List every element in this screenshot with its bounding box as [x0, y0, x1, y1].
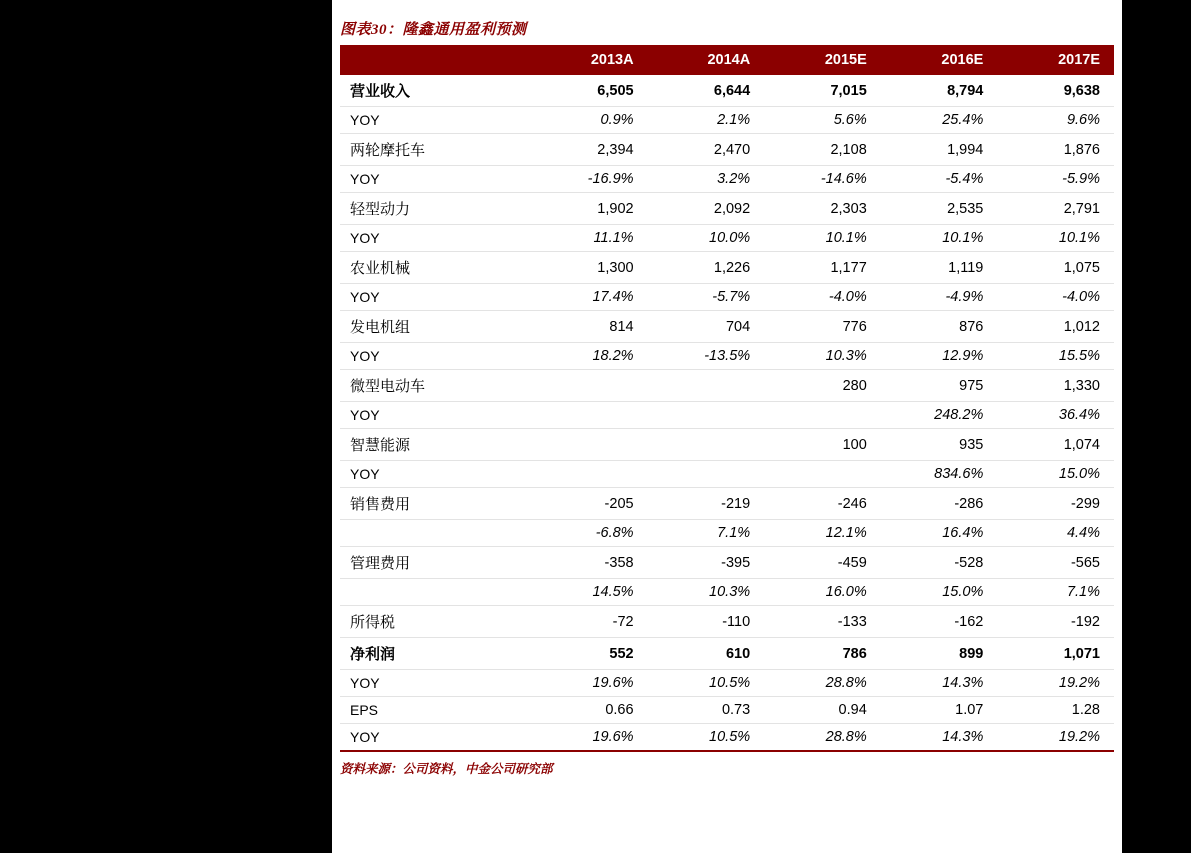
table-row	[340, 697, 1114, 724]
row-value: 1,012	[997, 311, 1114, 343]
column-header-2015e: 2015E	[764, 45, 881, 75]
row-value: -286	[881, 488, 998, 520]
row-value: 14.3%	[881, 670, 998, 697]
earnings-forecast-table	[340, 45, 1114, 752]
row-value: 10.1%	[881, 225, 998, 252]
table-row	[340, 225, 1114, 252]
table-row	[340, 429, 1114, 461]
row-label: 净利润	[340, 638, 531, 670]
row-value: -246	[764, 488, 881, 520]
row-value: 6,644	[648, 75, 765, 107]
table-body	[340, 75, 1114, 751]
row-value: 10.3%	[648, 579, 765, 606]
row-value: 552	[531, 638, 648, 670]
row-value: -219	[648, 488, 765, 520]
row-value: 5.6%	[764, 107, 881, 134]
table-row	[340, 75, 1114, 107]
row-label: YOY	[340, 461, 531, 488]
row-value: 1,330	[997, 370, 1114, 402]
row-value: 1,075	[997, 252, 1114, 284]
table-row	[340, 670, 1114, 697]
row-value: 19.2%	[997, 670, 1114, 697]
row-label: 智慧能源	[340, 429, 531, 461]
row-value: -5.4%	[881, 166, 998, 193]
row-value: 1,876	[997, 134, 1114, 166]
row-value: 2,470	[648, 134, 765, 166]
row-value: -13.5%	[648, 343, 765, 370]
row-label	[340, 579, 531, 606]
row-value: 2,791	[997, 193, 1114, 225]
row-value: 7.1%	[997, 579, 1114, 606]
row-value: 19.6%	[531, 724, 648, 752]
column-header-2017e: 2017E	[997, 45, 1114, 75]
source-note: 资料来源：公司资料，中金公司研究部	[340, 762, 553, 776]
row-value: -133	[764, 606, 881, 638]
row-value: 10.0%	[648, 225, 765, 252]
row-value: 1,300	[531, 252, 648, 284]
table-row	[340, 461, 1114, 488]
row-value: 12.1%	[764, 520, 881, 547]
table-row	[340, 488, 1114, 520]
row-value: 1.07	[881, 697, 998, 724]
row-value	[531, 461, 648, 488]
row-label: 营业收入	[340, 75, 531, 107]
table-row	[340, 134, 1114, 166]
row-value: -14.6%	[764, 166, 881, 193]
table-row	[340, 579, 1114, 606]
table-row	[340, 520, 1114, 547]
table-row	[340, 166, 1114, 193]
row-label: 所得税	[340, 606, 531, 638]
row-value: -205	[531, 488, 648, 520]
table-row	[340, 724, 1114, 752]
row-value: 10.1%	[997, 225, 1114, 252]
row-value: 100	[764, 429, 881, 461]
row-value: 10.5%	[648, 724, 765, 752]
row-value: -192	[997, 606, 1114, 638]
table-row	[340, 370, 1114, 402]
row-value: -4.9%	[881, 284, 998, 311]
row-value: 935	[881, 429, 998, 461]
table-header-row	[340, 45, 1114, 75]
row-value: 786	[764, 638, 881, 670]
row-value: 36.4%	[997, 402, 1114, 429]
row-value: 1,071	[997, 638, 1114, 670]
table-row	[340, 343, 1114, 370]
row-value: 2,303	[764, 193, 881, 225]
row-value: 10.3%	[764, 343, 881, 370]
page-title: 图表30：隆鑫通用盈利预测	[340, 22, 527, 38]
row-value: 6,505	[531, 75, 648, 107]
column-header-label	[340, 45, 531, 75]
row-value: 17.4%	[531, 284, 648, 311]
row-label	[340, 520, 531, 547]
row-value: -16.9%	[531, 166, 648, 193]
column-header-2016e: 2016E	[881, 45, 998, 75]
row-value: 8,794	[881, 75, 998, 107]
row-value: 2,108	[764, 134, 881, 166]
row-value: 14.5%	[531, 579, 648, 606]
row-value: 9,638	[997, 75, 1114, 107]
row-value: 16.0%	[764, 579, 881, 606]
row-value	[764, 402, 881, 429]
row-value: 1.28	[997, 697, 1114, 724]
row-value: 1,226	[648, 252, 765, 284]
row-value: 1,994	[881, 134, 998, 166]
row-value	[648, 429, 765, 461]
table-header	[340, 45, 1114, 75]
row-value: 1,902	[531, 193, 648, 225]
row-value: -5.7%	[648, 284, 765, 311]
row-label: 管理费用	[340, 547, 531, 579]
row-value: 19.2%	[997, 724, 1114, 752]
row-value: 0.66	[531, 697, 648, 724]
row-value: 4.4%	[997, 520, 1114, 547]
row-value: -395	[648, 547, 765, 579]
row-label: 农业机械	[340, 252, 531, 284]
row-value: 280	[764, 370, 881, 402]
row-label: YOY	[340, 724, 531, 752]
row-value: -528	[881, 547, 998, 579]
row-value: 1,074	[997, 429, 1114, 461]
row-value: 776	[764, 311, 881, 343]
row-value: -299	[997, 488, 1114, 520]
row-value: 28.8%	[764, 670, 881, 697]
table-row	[340, 311, 1114, 343]
row-value: 0.73	[648, 697, 765, 724]
table-row	[340, 284, 1114, 311]
row-label: 微型电动车	[340, 370, 531, 402]
row-value: 14.3%	[881, 724, 998, 752]
report-sheet	[332, 0, 1122, 853]
table-row	[340, 606, 1114, 638]
row-label: 销售费用	[340, 488, 531, 520]
row-value: 1,177	[764, 252, 881, 284]
row-label: YOY	[340, 402, 531, 429]
column-header-2014a: 2014A	[648, 45, 765, 75]
row-value: -6.8%	[531, 520, 648, 547]
table-row	[340, 547, 1114, 579]
row-value	[648, 370, 765, 402]
row-label: YOY	[340, 670, 531, 697]
row-value: 28.8%	[764, 724, 881, 752]
row-value: 834.6%	[881, 461, 998, 488]
row-value: -4.0%	[764, 284, 881, 311]
row-label: 轻型动力	[340, 193, 531, 225]
row-value: 610	[648, 638, 765, 670]
row-value: 2,535	[881, 193, 998, 225]
row-value: 2,092	[648, 193, 765, 225]
row-value: 0.94	[764, 697, 881, 724]
table-row	[340, 252, 1114, 284]
row-value	[648, 461, 765, 488]
row-value	[648, 402, 765, 429]
table-row	[340, 107, 1114, 134]
row-label: YOY	[340, 284, 531, 311]
row-value: 15.0%	[881, 579, 998, 606]
row-label: YOY	[340, 343, 531, 370]
row-value: -565	[997, 547, 1114, 579]
row-value: 15.5%	[997, 343, 1114, 370]
row-value: 12.9%	[881, 343, 998, 370]
row-value: 18.2%	[531, 343, 648, 370]
row-value: -162	[881, 606, 998, 638]
row-value: 1,119	[881, 252, 998, 284]
row-label: YOY	[340, 225, 531, 252]
column-header-2013a: 2013A	[531, 45, 648, 75]
row-value: -110	[648, 606, 765, 638]
row-value	[764, 461, 881, 488]
table-row	[340, 638, 1114, 670]
row-value: 0.9%	[531, 107, 648, 134]
row-value: -358	[531, 547, 648, 579]
row-value: 248.2%	[881, 402, 998, 429]
row-value: -4.0%	[997, 284, 1114, 311]
row-value: 899	[881, 638, 998, 670]
row-value: 7,015	[764, 75, 881, 107]
row-label: YOY	[340, 107, 531, 134]
row-value: -459	[764, 547, 881, 579]
row-value: -72	[531, 606, 648, 638]
table-row	[340, 193, 1114, 225]
row-value: 814	[531, 311, 648, 343]
row-value: 10.1%	[764, 225, 881, 252]
row-value: 9.6%	[997, 107, 1114, 134]
row-value: -5.9%	[997, 166, 1114, 193]
table-row	[340, 402, 1114, 429]
row-label: EPS	[340, 697, 531, 724]
row-value: 25.4%	[881, 107, 998, 134]
row-value: 2,394	[531, 134, 648, 166]
row-value: 7.1%	[648, 520, 765, 547]
row-label: YOY	[340, 166, 531, 193]
row-value: 15.0%	[997, 461, 1114, 488]
row-value: 704	[648, 311, 765, 343]
row-value: 2.1%	[648, 107, 765, 134]
row-value	[531, 429, 648, 461]
row-value	[531, 370, 648, 402]
row-value: 16.4%	[881, 520, 998, 547]
row-value: 10.5%	[648, 670, 765, 697]
row-label: 两轮摩托车	[340, 134, 531, 166]
row-value: 11.1%	[531, 225, 648, 252]
row-value: 19.6%	[531, 670, 648, 697]
row-value: 3.2%	[648, 166, 765, 193]
row-value: 975	[881, 370, 998, 402]
row-value: 876	[881, 311, 998, 343]
row-value	[531, 402, 648, 429]
row-label: 发电机组	[340, 311, 531, 343]
